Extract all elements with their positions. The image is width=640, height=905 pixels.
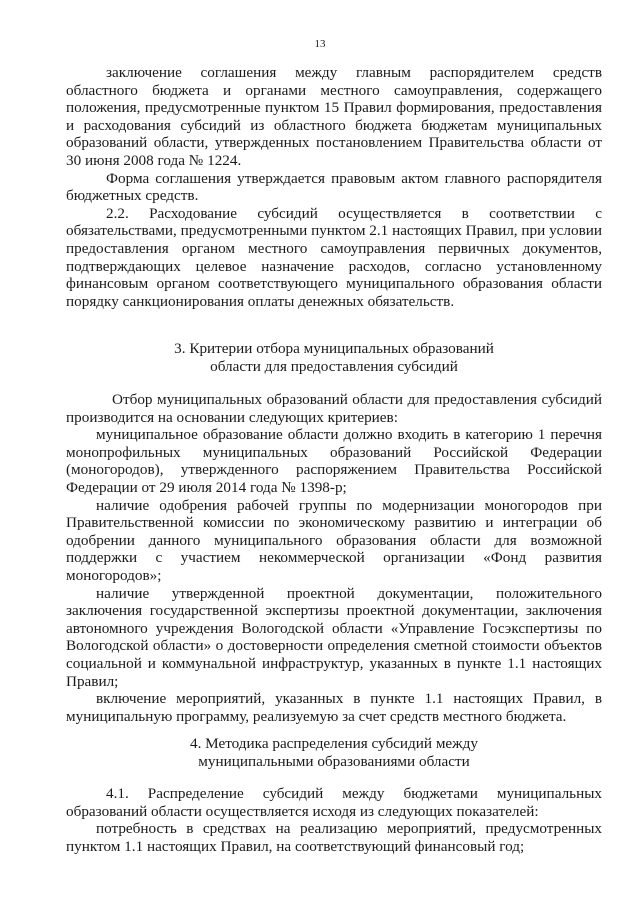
section2-continuation xyxy=(66,64,602,310)
criterion-item: муниципальное образование области должно входить в категорию 1 перечня монопрофильных муниципальных образований Российской Федерации (моногородов), утвержденного распоряжением Правительства Российской Федерации от 29 июля 2014 года № 1398-р; xyxy=(66,426,602,496)
section4-heading-line1: 4. Методика распределения субсидий между xyxy=(189,735,478,752)
section3-heading-line2: области для предоставления субсидий xyxy=(210,357,458,375)
section4-heading xyxy=(66,735,602,770)
paragraph-agreement-conclusion: заключение соглашения между главным распорядителем средств областного бюджета и органами местного самоуправления, содержащего положения, предусмотренные пунктом 15 Правил формирования, предоставления и расходования субсидий из областного бюджета бюджетам муниципальных образований области, утвержденных постановлением Правительства области от 30 июня 2008 года № 1224. xyxy=(66,64,602,169)
paragraph-agreement-form: Форма соглашения утверждается правовым актом главного распорядителя бюджетных средств. xyxy=(66,169,602,205)
criterion-item: наличие утвержденной проектной документации, положительного заключения государственной экспертизы проектной документации, заключения автономного учреждения Вологодской области «Управление Госэкспертизы по Вологодской области» о достоверности определения сметной стоимости объектов социальной и коммунальной инфраструктур, указанных в пункте 1.1 настоящих Правил; xyxy=(66,584,602,690)
paragraph-4-1: 4.1. Распределение субсидий между бюджетами муниципальных образований области осуществляется исходя из следующих показателей: xyxy=(66,785,602,820)
section3-body xyxy=(66,391,602,725)
section4-body xyxy=(66,785,602,855)
criterion-item: включение мероприятий, указанных в пункте 1.1 настоящих Правил, в муниципальную программу, реализуемую за счет средств местного бюджета. xyxy=(66,690,602,725)
page-number: 13 xyxy=(314,38,326,50)
section3-heading xyxy=(66,340,602,375)
paragraph-indicator-need: потребность в средствах на реализацию мероприятий, предусмотренных пунктом 1.1 настоящих Правил, на соответствующий финансовый год; xyxy=(66,820,602,855)
section4-heading-line2: муниципальными образованиями области xyxy=(198,752,470,770)
criterion-item: наличие одобрения рабочей группы по модернизации моногородов при Правительственной комиссии по экономическому развитию и интеграции об одобрении данного муниципального образования области для возможной поддержки с участием некоммерческой организации «Фонд развития моногородов»; xyxy=(66,496,602,584)
paragraph-selection-intro: Отбор муниципальных образований области для предоставления субсидий производится на основании следующих критериев: xyxy=(66,391,602,426)
section3-heading-line1: 3. Критерии отбора муниципальных образований xyxy=(174,340,494,357)
paragraph-2-2: 2.2. Расходование субсидий осуществляется в соответствии с обязательствами, предусмотренными пунктом 2.1 настоящих Правил, при условии предоставления органом местного самоуправления первичных документов, подтверждающих целевое назначение расходов, согласно установленному финансовым органом соответствующего муниципального образования области порядку санкционирования оплаты денежных обязательств. xyxy=(66,204,602,310)
